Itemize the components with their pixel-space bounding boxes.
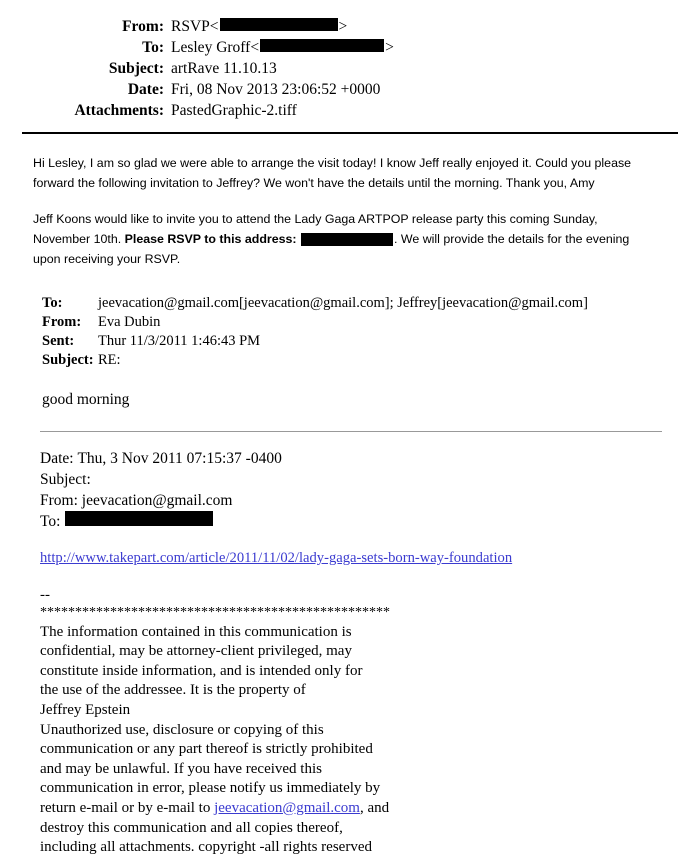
second-row-date (40, 448, 700, 469)
second-row-from (40, 490, 700, 511)
redaction-rsvp-address (301, 233, 393, 246)
quoted-value-from: Eva Dubin (98, 314, 161, 330)
disclaimer-email-link[interactable]: jeevacation@gmail.com (214, 799, 360, 816)
disclaimer-line-9: communication in error, please notify us immediately by (40, 780, 381, 797)
quoted-label-to: To: (42, 295, 63, 311)
second-label-subject: Subject: (40, 471, 91, 488)
second-label-to: To: (40, 513, 61, 530)
angle-close-to: > (385, 39, 394, 56)
header-label-to: To: (142, 39, 164, 56)
message-body (0, 153, 700, 269)
disclaimer-stars: ************************************************** (40, 605, 390, 620)
second-row-to (40, 511, 700, 532)
invitation-text: Jeff Koons would like to invite you to attend the Lady Gaga ARTPOP release party this coming Sunday, November 10th. (33, 212, 598, 246)
disclaimer-line-7: communication or any part thereof is strictly prohibited (40, 741, 373, 758)
header-divider (22, 132, 678, 134)
disclaimer-line-11: destroy this communication and all copies thereof, (40, 819, 343, 836)
header-value-from (171, 18, 670, 36)
disclaimer-dashes: -- (40, 587, 50, 603)
disclaimer-return-pre: return e-mail or by e-mail to (40, 799, 215, 816)
disclaimer-line-8: and may be unlawful. If you have received this (40, 760, 322, 777)
to-name: Lesley Groff (171, 39, 251, 56)
invitation-text-tail: . We will provide the details for the evening upon receiving your RSVP. (33, 232, 630, 266)
redaction-second-to-address (65, 511, 213, 526)
angle-open-from: < (209, 18, 219, 35)
redaction-to-address (260, 39, 384, 52)
angle-open-to: < (250, 39, 260, 56)
body-paragraph-1: Hi Lesley, I am so glad we were able to arrange the visit today! I know Jeff really enjoyed it. Could you please forward the following invitation to Jeffrey? We won't have the details until the morning. Thank you, Amy (33, 156, 632, 190)
second-label-from: From: (40, 492, 78, 509)
quoted-label-sent: Sent: (42, 333, 75, 349)
angle-close-from: > (338, 18, 348, 35)
second-row-subject (40, 469, 700, 490)
body-paragraph-2 (33, 209, 638, 269)
header-row-to (40, 39, 670, 57)
header-label-subject: Subject: (108, 60, 164, 77)
quoted-label-subject: Subject: (42, 352, 94, 368)
email-header (0, 18, 700, 120)
disclaimer-line-3: constitute inside information, and is intended only for (40, 662, 363, 679)
disclaimer-line-12: including all attachments. copyright -all rights reserved (40, 839, 372, 856)
section-divider (40, 431, 662, 432)
article-url-line (0, 549, 700, 567)
quoted-row-from (42, 314, 700, 331)
disclaimer-return-post: , and (359, 799, 390, 816)
header-label-from: From: (122, 18, 164, 35)
disclaimer-line-5: Jeffrey Epstein (40, 701, 131, 718)
header-value-to (171, 39, 670, 57)
second-quoted-header (0, 448, 700, 532)
quoted-label-from: From: (42, 314, 82, 330)
quoted-value-to: jeevacation@gmail.com[jeevacation@gmail.com]; Jeffrey[jeevacation@gmail.com] (98, 295, 588, 311)
article-link[interactable]: http://www.takepart.com/article/2011/11/02/lady-gaga-sets-born-way-foundation (40, 550, 513, 566)
quoted-value-sent: Thur 11/3/2011 1:46:43 PM (98, 333, 261, 349)
quoted-row-to (42, 295, 700, 312)
from-name: RSVP (171, 18, 210, 35)
header-value-attachments: PastedGraphic-2.tiff (171, 102, 297, 119)
header-label-date: Date: (127, 81, 164, 98)
quoted-email-header (0, 295, 700, 369)
header-value-date: Fri, 08 Nov 2013 23:06:52 +0000 (171, 81, 381, 98)
second-value-from: jeevacation@gmail.com (81, 492, 233, 509)
redaction-from-address (220, 18, 338, 31)
second-value-date: Thu, 3 Nov 2011 07:15:37 -0400 (77, 450, 282, 467)
quoted-message-text: good morning (42, 391, 130, 408)
document-page (0, 18, 700, 856)
disclaimer-line-6: Unauthorized use, disclosure or copying of this (40, 721, 324, 738)
quoted-row-subject (42, 352, 700, 369)
header-value-subject: artRave 11.10.13 (171, 60, 277, 77)
confidentiality-disclaimer (0, 587, 700, 858)
disclaimer-line-4: the use of the addressee. It is the property of (40, 682, 306, 699)
quoted-value-subject: RE: (98, 352, 121, 368)
second-label-date: Date: (40, 450, 74, 467)
header-label-attachments: Attachments: (74, 102, 164, 119)
disclaimer-line-1: The information contained in this communication is (40, 623, 352, 640)
header-row-from (40, 18, 670, 36)
quoted-row-sent (42, 333, 700, 350)
header-row-date (40, 81, 670, 99)
disclaimer-line-10 (40, 799, 700, 819)
rsvp-bold-text: Please RSVP to this address: (124, 232, 297, 246)
disclaimer-line-2: confidential, may be attorney-client privileged, may (40, 643, 352, 660)
header-row-attachments (40, 102, 670, 120)
header-row-subject (40, 60, 670, 78)
